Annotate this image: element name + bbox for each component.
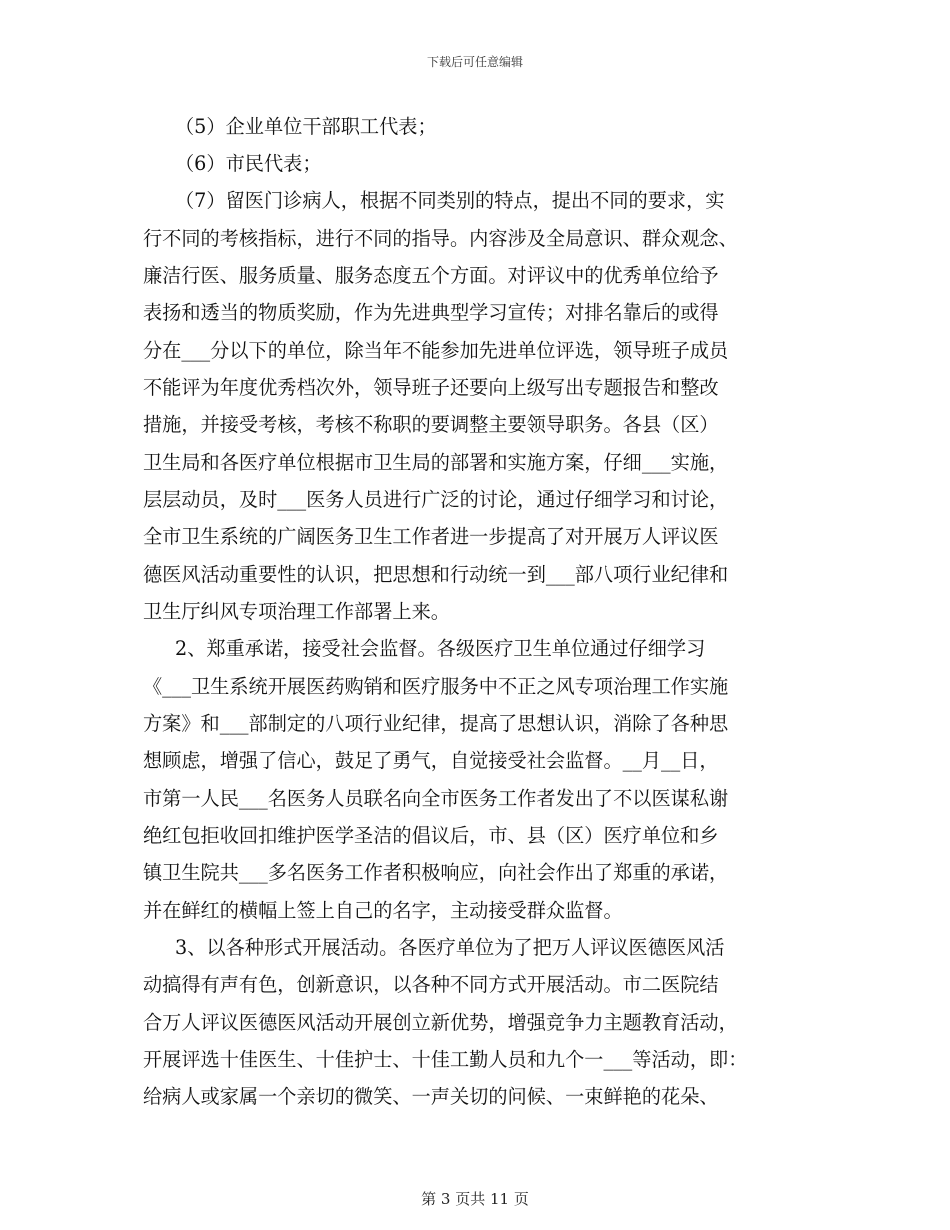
text-line: 动搞得有声有色，创新意识，以各种不同方式开展活动。市二医院结 bbox=[143, 973, 719, 996]
text-line: 开展评选十佳医生、十佳护士、十佳工勤人员和九个一___等活动，即： bbox=[143, 1048, 748, 1071]
text-line: （7）留医门诊病人，根据不同类别的特点，提出不同的要求，实 bbox=[175, 189, 725, 212]
text-line: 卫生局和各医疗单位根据市卫生局的部署和实施方案，仔细___实施， bbox=[143, 451, 729, 474]
text-line: 《___卫生系统开展医药购销和医疗服务中不正之风专项治理工作实施 bbox=[143, 675, 729, 698]
text-line: 想顾虑，增强了信心，鼓足了勇气，自觉接受社会监督。__月__日， bbox=[143, 749, 719, 772]
text-line: 全市卫生系统的广阔医务卫生工作者进一步提高了对开展万人评议医 bbox=[143, 525, 719, 548]
text-line: 并在鲜红的横幅上签上自己的名字，主动接受群众监督。 bbox=[143, 899, 623, 922]
text-line: 措施，并接受考核，考核不称职的要调整主要领导职务。各县（区） bbox=[143, 413, 719, 436]
text-line: 市第一人民___名医务人员联名向全市医务工作者发出了不以医谋私谢 bbox=[143, 787, 729, 810]
text-line: 3、以各种形式开展活动。各医疗单位为了把万人评议医德医风活 bbox=[175, 936, 725, 959]
text-line: 2、郑重承诺，接受社会监督。各级医疗卫生单位通过仔细学习 bbox=[175, 637, 706, 660]
text-line: 层层动员，及时___医务人员进行广泛的讨论，通过仔细学习和讨论， bbox=[143, 488, 729, 511]
text-line: 行不同的考核指标，进行不同的指导。内容涉及全局意识、群众观念、 bbox=[143, 227, 738, 250]
text-line: 合万人评议医德医风活动开展创立新优势，增强竞争力主题教育活动， bbox=[143, 1011, 738, 1034]
text-line: 方案》和___部制定的八项行业纪律，提高了思想认识，消除了各种思 bbox=[143, 712, 729, 735]
text-line: 镇卫生院共___多名医务工作者积极响应，向社会作出了郑重的承诺， bbox=[143, 861, 729, 884]
text-line: （5）企业单位干部职工代表； bbox=[175, 115, 437, 138]
text-line: 不能评为年度优秀档次外，领导班子还要向上级写出专题报告和整改 bbox=[143, 376, 719, 399]
text-line: 分在___分以下的单位，除当年不能参加先进单位评选，领导班子成员 bbox=[143, 339, 729, 362]
text-line: 德医风活动重要性的认识，把思想和行动统一到___部八项行业纪律和 bbox=[143, 563, 729, 586]
text-line: 卫生厅纠风专项治理工作部署上来。 bbox=[143, 600, 450, 623]
page-footer: 第 3 页共 11 页 bbox=[421, 1190, 529, 1208]
page-header: 下载后可任意编辑 bbox=[426, 55, 523, 69]
text-line: 表扬和透当的物质奖励，作为先进典型学习宣传；对排名靠后的或得 bbox=[143, 301, 719, 324]
text-line: 廉洁行医、服务质量、服务态度五个方面。对评议中的优秀单位给予 bbox=[143, 264, 719, 287]
text-line: 给病人或家属一个亲切的微笑、一声关切的问候、一束鲜艳的花朵、 bbox=[143, 1085, 719, 1108]
text-line: （6）市民代表； bbox=[175, 152, 322, 175]
text-line: 绝红包拒收回扣维护医学圣洁的倡议后，市、县（区）医疗单位和乡 bbox=[143, 824, 719, 847]
